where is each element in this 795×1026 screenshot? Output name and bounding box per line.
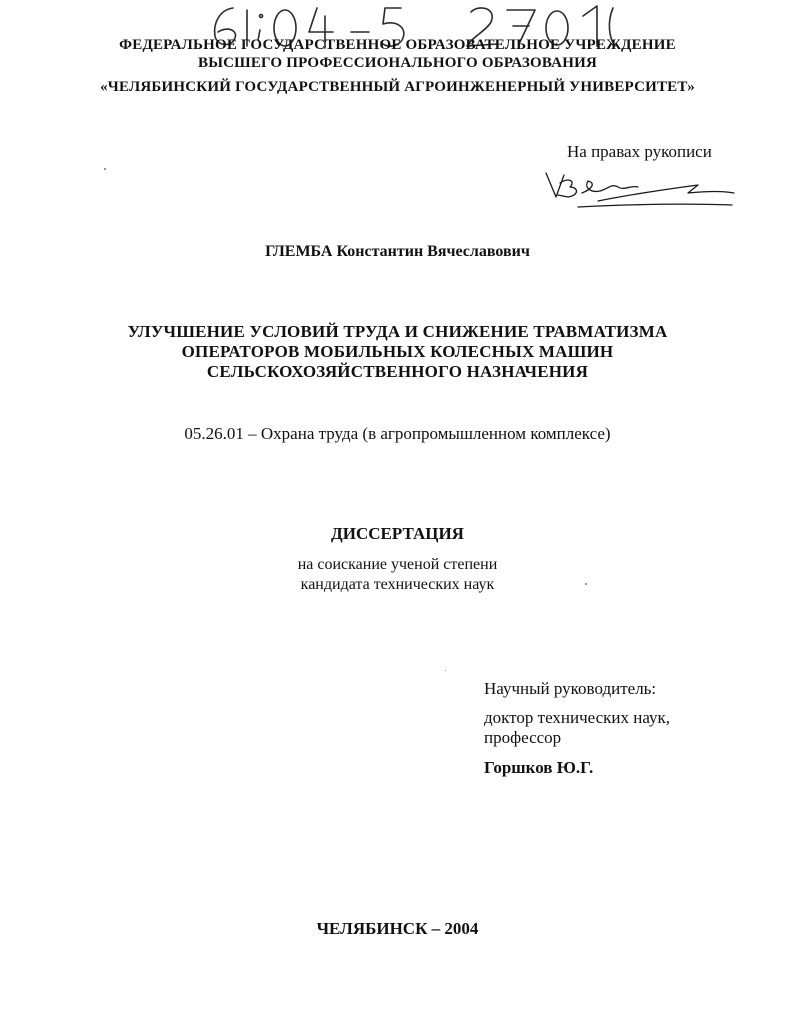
scan-speck xyxy=(104,168,106,170)
advisor-title-line-1: доктор технических наук, xyxy=(484,708,671,727)
scan-speck xyxy=(445,670,446,671)
advisor-label: Научный руководитель: xyxy=(484,679,657,698)
institution-line-2: ВЫСШЕГО ПРОФЕССИОНАЛЬНОГО ОБРАЗОВАНИЯ xyxy=(198,55,597,71)
advisor-title-line-2: профессор xyxy=(484,728,562,747)
thesis-title-line-2: ОПЕРАТОРОВ МОБИЛЬНЫХ КОЛЕСНЫХ МАШИН xyxy=(181,342,614,361)
advisor-name: Горшков Ю.Г. xyxy=(484,758,594,777)
thesis-title-line-1: УЛУЧШЕНИЕ УСЛОВИЙ ТРУДА И СНИЖЕНИЕ ТРАВМАТИЗМА xyxy=(127,322,668,341)
city-and-year: ЧЕЛЯБИНСК – 2004 xyxy=(316,919,479,938)
thesis-title-line-3: СЕЛЬСКОХОЗЯЙСТВЕННОГО НАЗНАЧЕНИЯ xyxy=(206,362,589,381)
manuscript-rights-note: На правах рукописи xyxy=(567,142,712,161)
author-name: ГЛЕМБА Константин Вячеславович xyxy=(265,243,530,260)
author-signature xyxy=(538,163,738,215)
institution-line-1: ФЕДЕРАЛЬНОЕ ГОСУДАРСТВЕННОЕ ОБРАЗОВАТЕЛЬНОЕ УЧРЕЖДЕНИЕ xyxy=(119,37,676,53)
specialty-code: 05.26.01 – Охрана труда (в агропромышленном комплексе) xyxy=(184,424,611,443)
document-type: ДИССЕРТАЦИЯ xyxy=(331,524,464,543)
university-name: «ЧЕЛЯБИНСКИЙ ГОСУДАРСТВЕННЫЙ АГРОИНЖЕНЕРНЫЙ УНИВЕРСИТЕТ» xyxy=(100,79,695,95)
scan-speck xyxy=(585,583,587,585)
degree-line-2: кандидата технических наук xyxy=(300,576,495,593)
degree-line-1: на соискание ученой степени xyxy=(297,556,498,573)
